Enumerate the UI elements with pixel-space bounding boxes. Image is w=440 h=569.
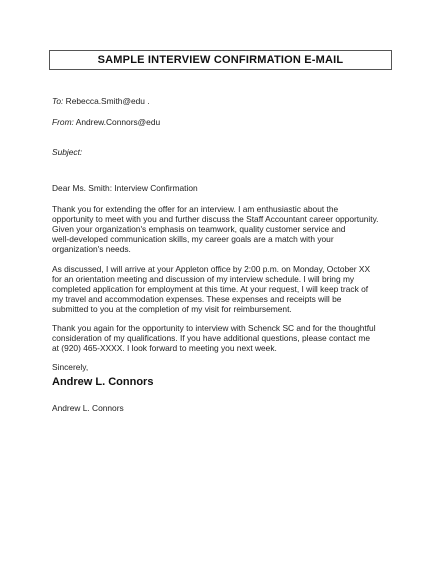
salutation: Dear Ms. Smith: Interview Confirmation xyxy=(52,183,198,193)
paragraph-line: at (920) 465-XXXX. I look forward to meeting you next week. xyxy=(52,343,277,353)
paragraph-line: opportunity to meet with you and further discuss the Staff Accountant career opportunity. xyxy=(52,214,379,224)
paragraph-line: completed application for employment at this time. At your request, I will keep track of xyxy=(52,284,369,294)
closing: Sincerely, xyxy=(52,362,89,372)
paragraph-line: submitted to you at the completion of my visit for reimbursement. xyxy=(52,304,292,314)
paragraph-2 xyxy=(52,264,388,314)
paragraph-line: Given your organization's emphasis on teamwork, quality customer service and xyxy=(52,224,346,234)
from-line xyxy=(52,117,160,127)
to-value: Rebecca.Smith@edu . xyxy=(65,96,150,106)
paragraph-line: consideration of my qualifications. If you have additional questions, please contact me xyxy=(52,333,370,343)
to-label: To: xyxy=(52,96,64,106)
paragraph-line: As discussed, I will arrive at your Appleton office by 2:00 p.m. on Monday, October XX xyxy=(52,264,371,274)
document-title: SAMPLE INTERVIEW CONFIRMATION E-MAIL xyxy=(49,50,392,70)
subject-label: Subject: xyxy=(52,147,83,157)
from-value: Andrew.Connors@edu xyxy=(75,117,161,127)
typed-name: Andrew L. Connors xyxy=(52,403,124,413)
paragraph-line: organization's needs. xyxy=(52,244,131,254)
from-label: From: xyxy=(52,117,74,127)
paragraph-line: Thank you again for the opportunity to interview with Schenck SC and for the thoughtful xyxy=(52,323,376,333)
paragraph-line: my travel and accommodation expenses. These expenses and receipts will be xyxy=(52,294,342,304)
signature-name: Andrew L. Connors xyxy=(52,376,154,388)
paragraph-line: for an orientation meeting and discussion of my interview schedule. I will bring my xyxy=(52,274,355,284)
paragraph-line: Thank you for extending the offer for an interview. I am enthusiastic about the xyxy=(52,204,339,214)
paragraph-3 xyxy=(52,323,388,353)
paragraph-line: well-developed communication skills, my career goals are a match with your xyxy=(52,234,334,244)
paragraph-1 xyxy=(52,204,388,254)
to-line xyxy=(52,96,150,106)
